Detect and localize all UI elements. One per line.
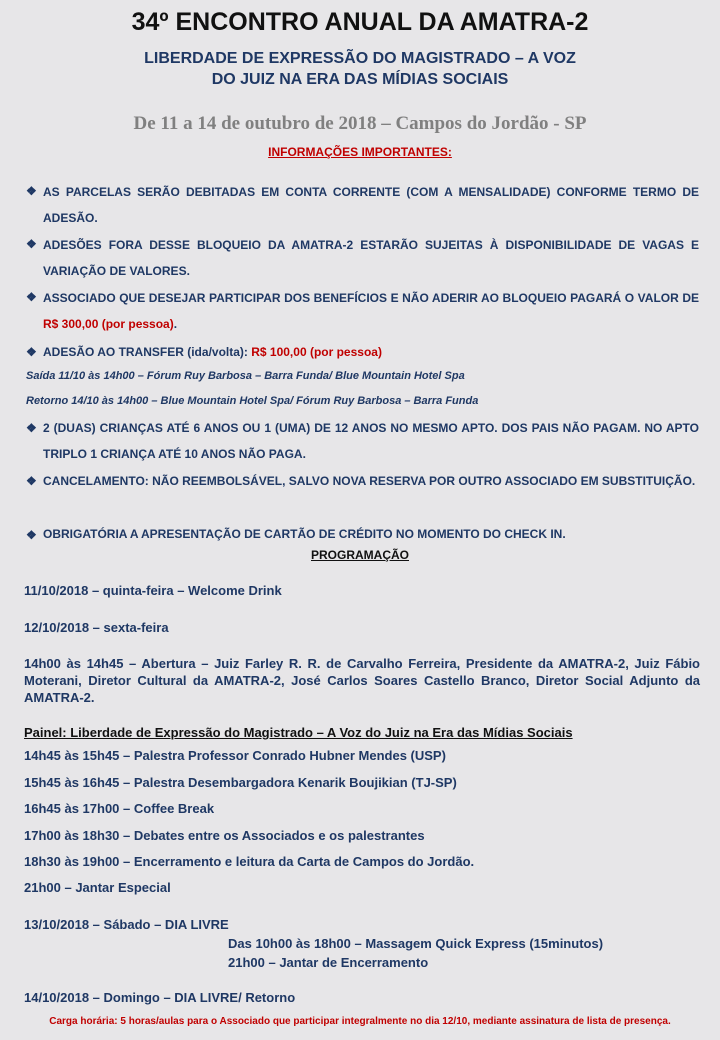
event-dateline: De 11 a 14 de outubro de 2018 – Campos do Jordão - SP: [133, 113, 587, 134]
bullet-icon: ❖: [26, 290, 37, 304]
schedule-item: 21h00 – Jantar Especial: [24, 880, 171, 895]
info-item-transfer: ADESÃO AO TRANSFER (ida/volta): R$ 100,00 (por pessoa): [43, 345, 382, 359]
info-item-associado: ASSOCIADO QUE DESEJAR PARTICIPAR DOS BENEFÍCIOS E NÃO ADERIR AO BLOQUEIO PAGARÁ O VALOR DE R$ 300,00 (por pessoa).: [43, 291, 699, 331]
transfer-retorno: Retorno 14/10 às 14h00 – Blue Mountain Hotel Spa/ Fórum Ruy Barbosa – Barra Funda: [26, 395, 479, 407]
bullet-icon: ❖: [26, 345, 37, 359]
painel-title: Painel: Liberdade de Expressão do Magistrado – A Voz do Juiz na Era das Mídias Sociais: [24, 725, 573, 740]
price-transfer: R$ 100,00 (por pessoa): [251, 345, 382, 359]
subtitle-line-1: LIBERDADE DE EXPRESSÃO DO MAGISTRADO – A VOZ: [144, 50, 576, 67]
schedule-item: 14h45 às 15h45 – Palestra Professor Conrado Hubner Mendes (USP): [24, 748, 446, 763]
schedule-day-2: 12/10/2018 – sexta-feira: [24, 620, 169, 635]
info-heading: INFORMAÇÕES IMPORTANTES:: [268, 145, 452, 159]
schedule-item: 18h30 às 19h00 – Encerramento e leitura da Carta de Campos do Jordão.: [24, 854, 475, 869]
schedule-day-3: 13/10/2018 – Sábado – DIA LIVRE: [24, 917, 229, 932]
schedule-item: 16h45 às 17h00 – Coffee Break: [24, 801, 215, 816]
programacao-heading: PROGRAMAÇÃO: [311, 548, 409, 562]
info-item-cancelamento: CANCELAMENTO: NÃO REEMBOLSÁVEL, SALVO NOVA RESERVA POR OUTRO ASSOCIADO EM SUBSTITUIÇÃO.: [43, 474, 696, 488]
bullet-icon: ❖: [26, 421, 37, 435]
bullet-icon: ❖: [26, 528, 37, 542]
footer-carga-horaria: Carga horária: 5 horas/aulas para o Associado que participar integralmente no dia 12/10, mediante assinatura de lista de presença.: [49, 1016, 671, 1027]
event-title: 34º ENCONTRO ANUAL DA AMATRA-2: [131, 8, 589, 36]
bullet-icon: ❖: [26, 184, 37, 198]
schedule-item: 17h00 às 18h30 – Debates entre os Associados e os palestrantes: [24, 828, 425, 843]
schedule-day-1: 11/10/2018 – quinta-feira – Welcome Drink: [24, 583, 282, 598]
schedule-item: 15h45 às 16h45 – Palestra Desembargadora Kenarik Boujikian (TJ-SP): [24, 775, 457, 790]
transfer-saida: Saída 11/10 às 14h00 – Fórum Ruy Barbosa – Barra Funda/ Blue Mountain Hotel Spa: [26, 370, 465, 382]
info-item-cartao: OBRIGATÓRIA A APRESENTAÇÃO DE CARTÃO DE CRÉDITO NO MOMENTO DO CHECK IN.: [43, 527, 566, 541]
bullet-icon: ❖: [26, 237, 37, 251]
bullet-icon: ❖: [26, 474, 37, 488]
price-associado: R$ 300,00 (por pessoa): [43, 317, 174, 331]
schedule-massagem: Das 10h00 às 18h00 – Massagem Quick Express (15minutos): [228, 936, 604, 951]
schedule-jantar-encerramento: 21h00 – Jantar de Encerramento: [228, 955, 429, 970]
info-item-criancas: 2 (DUAS) CRIANÇAS ATÉ 6 ANOS OU 1 (UMA) DE 12 ANOS NO MESMO APTO. DOS PAIS NÃO PAGAM. NO APTO TRIPLO 1 CRIANÇA ATÉ 10 ANOS NÃO PAGA.: [43, 421, 699, 461]
info-item-parcelas: AS PARCELAS SERÃO DEBITADAS EM CONTA CORRENTE (COM A MENSALIDADE) CONFORME TERMO DE ADESÃO.: [43, 185, 699, 225]
subtitle-line-2: DO JUIZ NA ERA DAS MÍDIAS SOCIAIS: [211, 71, 509, 88]
schedule-day-4: 14/10/2018 – Domingo – DIA LIVRE/ Retorno: [24, 990, 296, 1005]
schedule-abertura: 14h00 às 14h45 – Abertura – Juiz Farley R. R. de Carvalho Ferreira, Presidente da AMATRA-2, Juiz Fábio Moterani, Diretor Cultural da AMATRA-2, José Carlos Soares Castello Branco, Diretor Social Adjunto da AMATRA-2.: [24, 656, 700, 705]
info-item-adesoes: ADESÕES FORA DESSE BLOQUEIO DA AMATRA-2 ESTARÃO SUJEITAS À DISPONIBILIDADE DE VAGAS E VARIAÇÃO DE VALORES.: [43, 238, 699, 278]
